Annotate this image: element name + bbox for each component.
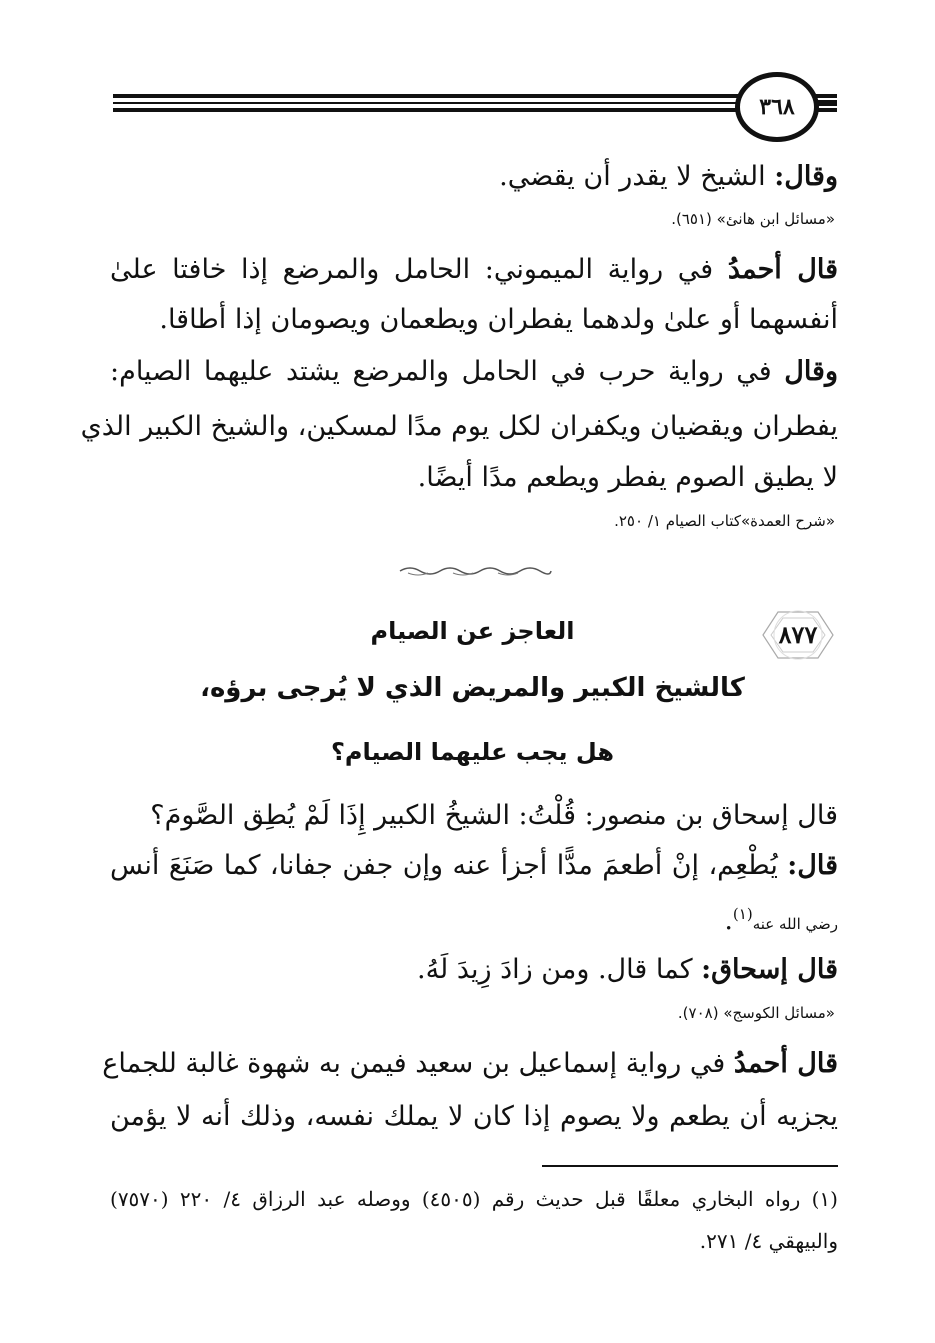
speaker-label: قال: bbox=[787, 850, 838, 881]
paragraph-line: يجزيه أن يطعم ولا يصوم إذا كان لا يملك نفسه، وذلك أنه لا يؤمن bbox=[110, 1101, 838, 1132]
paragraph-line bbox=[110, 846, 838, 886]
paragraph-line bbox=[102, 1044, 838, 1084]
quote-text: في رواية حرب في الحامل والمرضع يشتد عليهما الصيام: bbox=[110, 356, 785, 387]
header-rule bbox=[113, 108, 837, 112]
quote-text: في رواية إسماعيل بن سعيد فيمن به شهوة غالبة للجماع bbox=[102, 1048, 734, 1079]
section-subtitle: كالشيخ الكبير والمريض الذي لا يُرجى برؤه، bbox=[200, 673, 745, 703]
paragraph-line bbox=[110, 157, 838, 197]
quote-text: الشيخ لا يقدر أن يقضي. bbox=[499, 161, 775, 192]
page-number-badge bbox=[735, 72, 819, 142]
section-question: هل يجب عليهما الصيام؟ bbox=[331, 738, 614, 766]
quote-text: في رواية الميموني: الحامل والمرضع إذا خافتا علىٰ bbox=[110, 254, 728, 285]
header-rule-tail bbox=[817, 100, 837, 106]
speaker-label: قال أحمدُ bbox=[733, 1048, 838, 1079]
paragraph-line: أنفسهما أو علىٰ ولدهما يفطران ويطعمان ويصومان إذا أطاقا. bbox=[159, 304, 838, 335]
header-rule bbox=[113, 94, 837, 98]
footnote-line: (١) رواه البخاري معلقًا قبل حديث رقم (٤٥٠٥) ووصله عبد الرزاق ٤/ ٢٢٠ (٧٥٧٠) bbox=[110, 1187, 838, 1211]
paragraph-line bbox=[110, 250, 838, 290]
paragraph-line: قال إسحاق بن منصور: قُلْتُ: الشيخُ الكبير إِذَا لَمْ يُطِق الصَّومَ؟ bbox=[150, 800, 838, 831]
paragraph-line bbox=[110, 894, 838, 944]
footnote-line: والبيهقي ٤/ ٢٧١. bbox=[699, 1229, 838, 1253]
sentence-end: . bbox=[724, 905, 733, 936]
source-citation: «مسائل ابن هانئ» (٦٥١). bbox=[671, 210, 835, 228]
source-citation: «مسائل الكوسج» (٧٠٨). bbox=[677, 1004, 835, 1022]
quote-text: كما قال. ومن زادَ زِيدَ لَهُ. bbox=[416, 954, 702, 985]
footnote-separator bbox=[542, 1165, 838, 1167]
source-citation: «شرح العمدة»كتاب الصيام ١/ ٢٥٠. bbox=[614, 512, 835, 530]
paragraph-line: لا يطيق الصوم يفطر ويطعم مدًا أيضًا. bbox=[417, 462, 838, 493]
speaker-label: قال أحمدُ bbox=[727, 254, 838, 285]
speaker-label: وقال bbox=[784, 356, 838, 387]
footnote-ref: (١) bbox=[732, 905, 753, 923]
page-number: ٣٦٨ bbox=[759, 94, 795, 120]
header-rule bbox=[113, 102, 837, 104]
paragraph-line bbox=[110, 950, 838, 990]
speaker-label: وقال: bbox=[774, 161, 838, 192]
paragraph-line: يفطران ويقضيان ويكفران لكل يوم مدًا لمسكين، والشيخ الكبير الذي bbox=[80, 411, 838, 442]
section-title: العاجز عن الصيام bbox=[370, 617, 575, 645]
paragraph-line bbox=[110, 352, 838, 392]
section-number: ٨٧٧ bbox=[778, 620, 818, 649]
ornament-divider-icon bbox=[398, 564, 553, 578]
speaker-label: قال إسحاق: bbox=[701, 954, 838, 985]
honorific: رضي الله عنه bbox=[752, 915, 838, 933]
quote-text: يُطْعِم، إنْ أطعمَ مدًّا أجزأ عنه وإن جفن جفانا، كما صَنَعَ أنس bbox=[110, 850, 788, 881]
